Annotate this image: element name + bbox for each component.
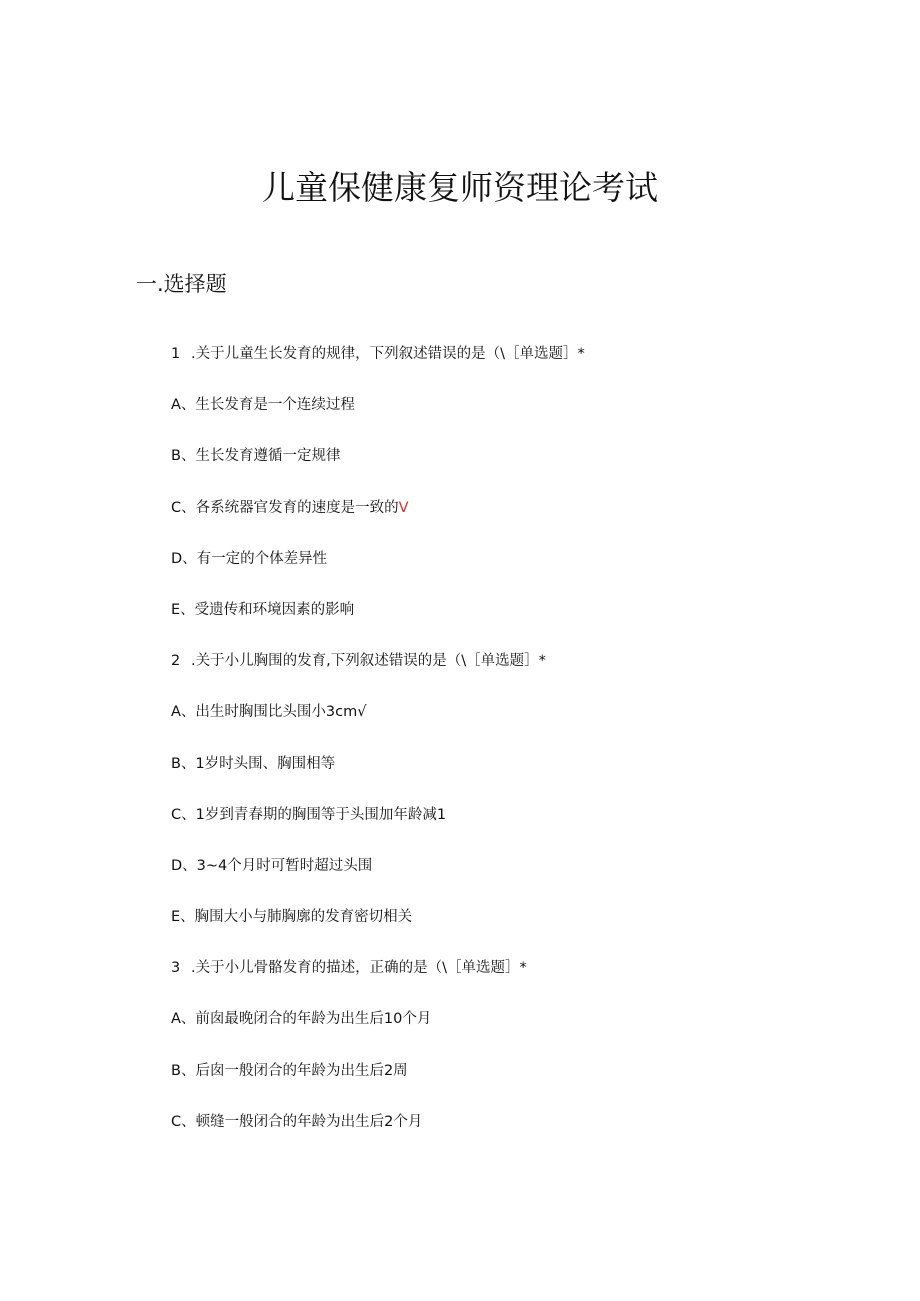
question-number: 3 xyxy=(171,960,181,977)
question-stem xyxy=(171,343,851,394)
answer-option[interactable] xyxy=(171,855,851,906)
option-text: 顿缝一般闭合的年龄为出生后2个月 xyxy=(195,1113,423,1130)
correct-answer-mark: V xyxy=(398,499,409,516)
document-title: 儿童保健康复师资理论考试 xyxy=(262,168,658,207)
section-heading: 一.选择题 xyxy=(136,272,227,296)
option-label: C、 xyxy=(171,499,196,516)
option-text: 前囱最晚闭合的年龄为出生后10个月 xyxy=(195,1011,432,1028)
option-text: 各系统器官发育的速度是一致的 xyxy=(195,499,399,516)
answer-option[interactable] xyxy=(171,804,851,855)
option-text: 生长发育是一个连续过程 xyxy=(195,397,355,414)
option-text: 1岁时头围、胸围相等 xyxy=(195,755,336,772)
question-text: .关于小儿骨骼发育的描述，正确的是（\［单选题］* xyxy=(191,960,527,977)
option-text: 受遗传和环境因素的影响 xyxy=(194,601,355,618)
option-label: D、 xyxy=(171,857,197,874)
option-label: B、 xyxy=(171,755,196,772)
option-label: D、 xyxy=(171,550,197,567)
option-label: E、 xyxy=(171,601,195,618)
answer-option[interactable] xyxy=(171,599,851,650)
option-label: A、 xyxy=(171,704,196,721)
question-number: 1 xyxy=(171,346,181,362)
answer-option[interactable] xyxy=(171,1060,851,1111)
option-text: 出生时胸围比头围小3cm√ xyxy=(195,704,367,721)
answer-option[interactable] xyxy=(171,1008,851,1059)
answer-option[interactable] xyxy=(171,753,851,804)
option-text: 生长发育遵循一定规律 xyxy=(195,448,341,465)
option-label: A、 xyxy=(171,397,196,414)
question-stem xyxy=(171,957,851,1008)
answer-option[interactable] xyxy=(171,701,851,752)
option-text: 有一定的个体差异性 xyxy=(196,550,328,567)
option-label: E、 xyxy=(171,909,195,926)
answer-option[interactable] xyxy=(171,548,851,599)
answer-option[interactable] xyxy=(171,445,851,496)
question-list xyxy=(171,343,851,1162)
answer-option[interactable] xyxy=(171,497,851,548)
answer-option[interactable] xyxy=(171,394,851,445)
option-label: B、 xyxy=(171,1062,196,1079)
question-text: .关于小儿胸围的发育,下列叙述错误的是（\［单选题］* xyxy=(191,653,546,670)
option-label: C、 xyxy=(171,1113,196,1130)
answer-option[interactable] xyxy=(171,906,851,957)
option-label: C、 xyxy=(171,806,196,823)
option-text: 后囱一般闭合的年龄为出生后2周 xyxy=(195,1062,408,1079)
question-text: .关于儿童生长发育的规律，下列叙述错误的是（\［单选题］* xyxy=(191,346,585,362)
option-label: B、 xyxy=(171,448,196,465)
option-label: A、 xyxy=(171,1011,196,1028)
question-stem xyxy=(171,650,851,701)
option-text: 1岁到青春期的胸围等于头围加年龄减1 xyxy=(195,806,447,823)
option-text: 3~4个月时可暂时超过头围 xyxy=(196,857,373,874)
option-text: 胸围大小与肺胸廓的发育密切相关 xyxy=(194,909,413,926)
question-number: 2 xyxy=(171,653,181,670)
answer-option[interactable] xyxy=(171,1111,851,1162)
